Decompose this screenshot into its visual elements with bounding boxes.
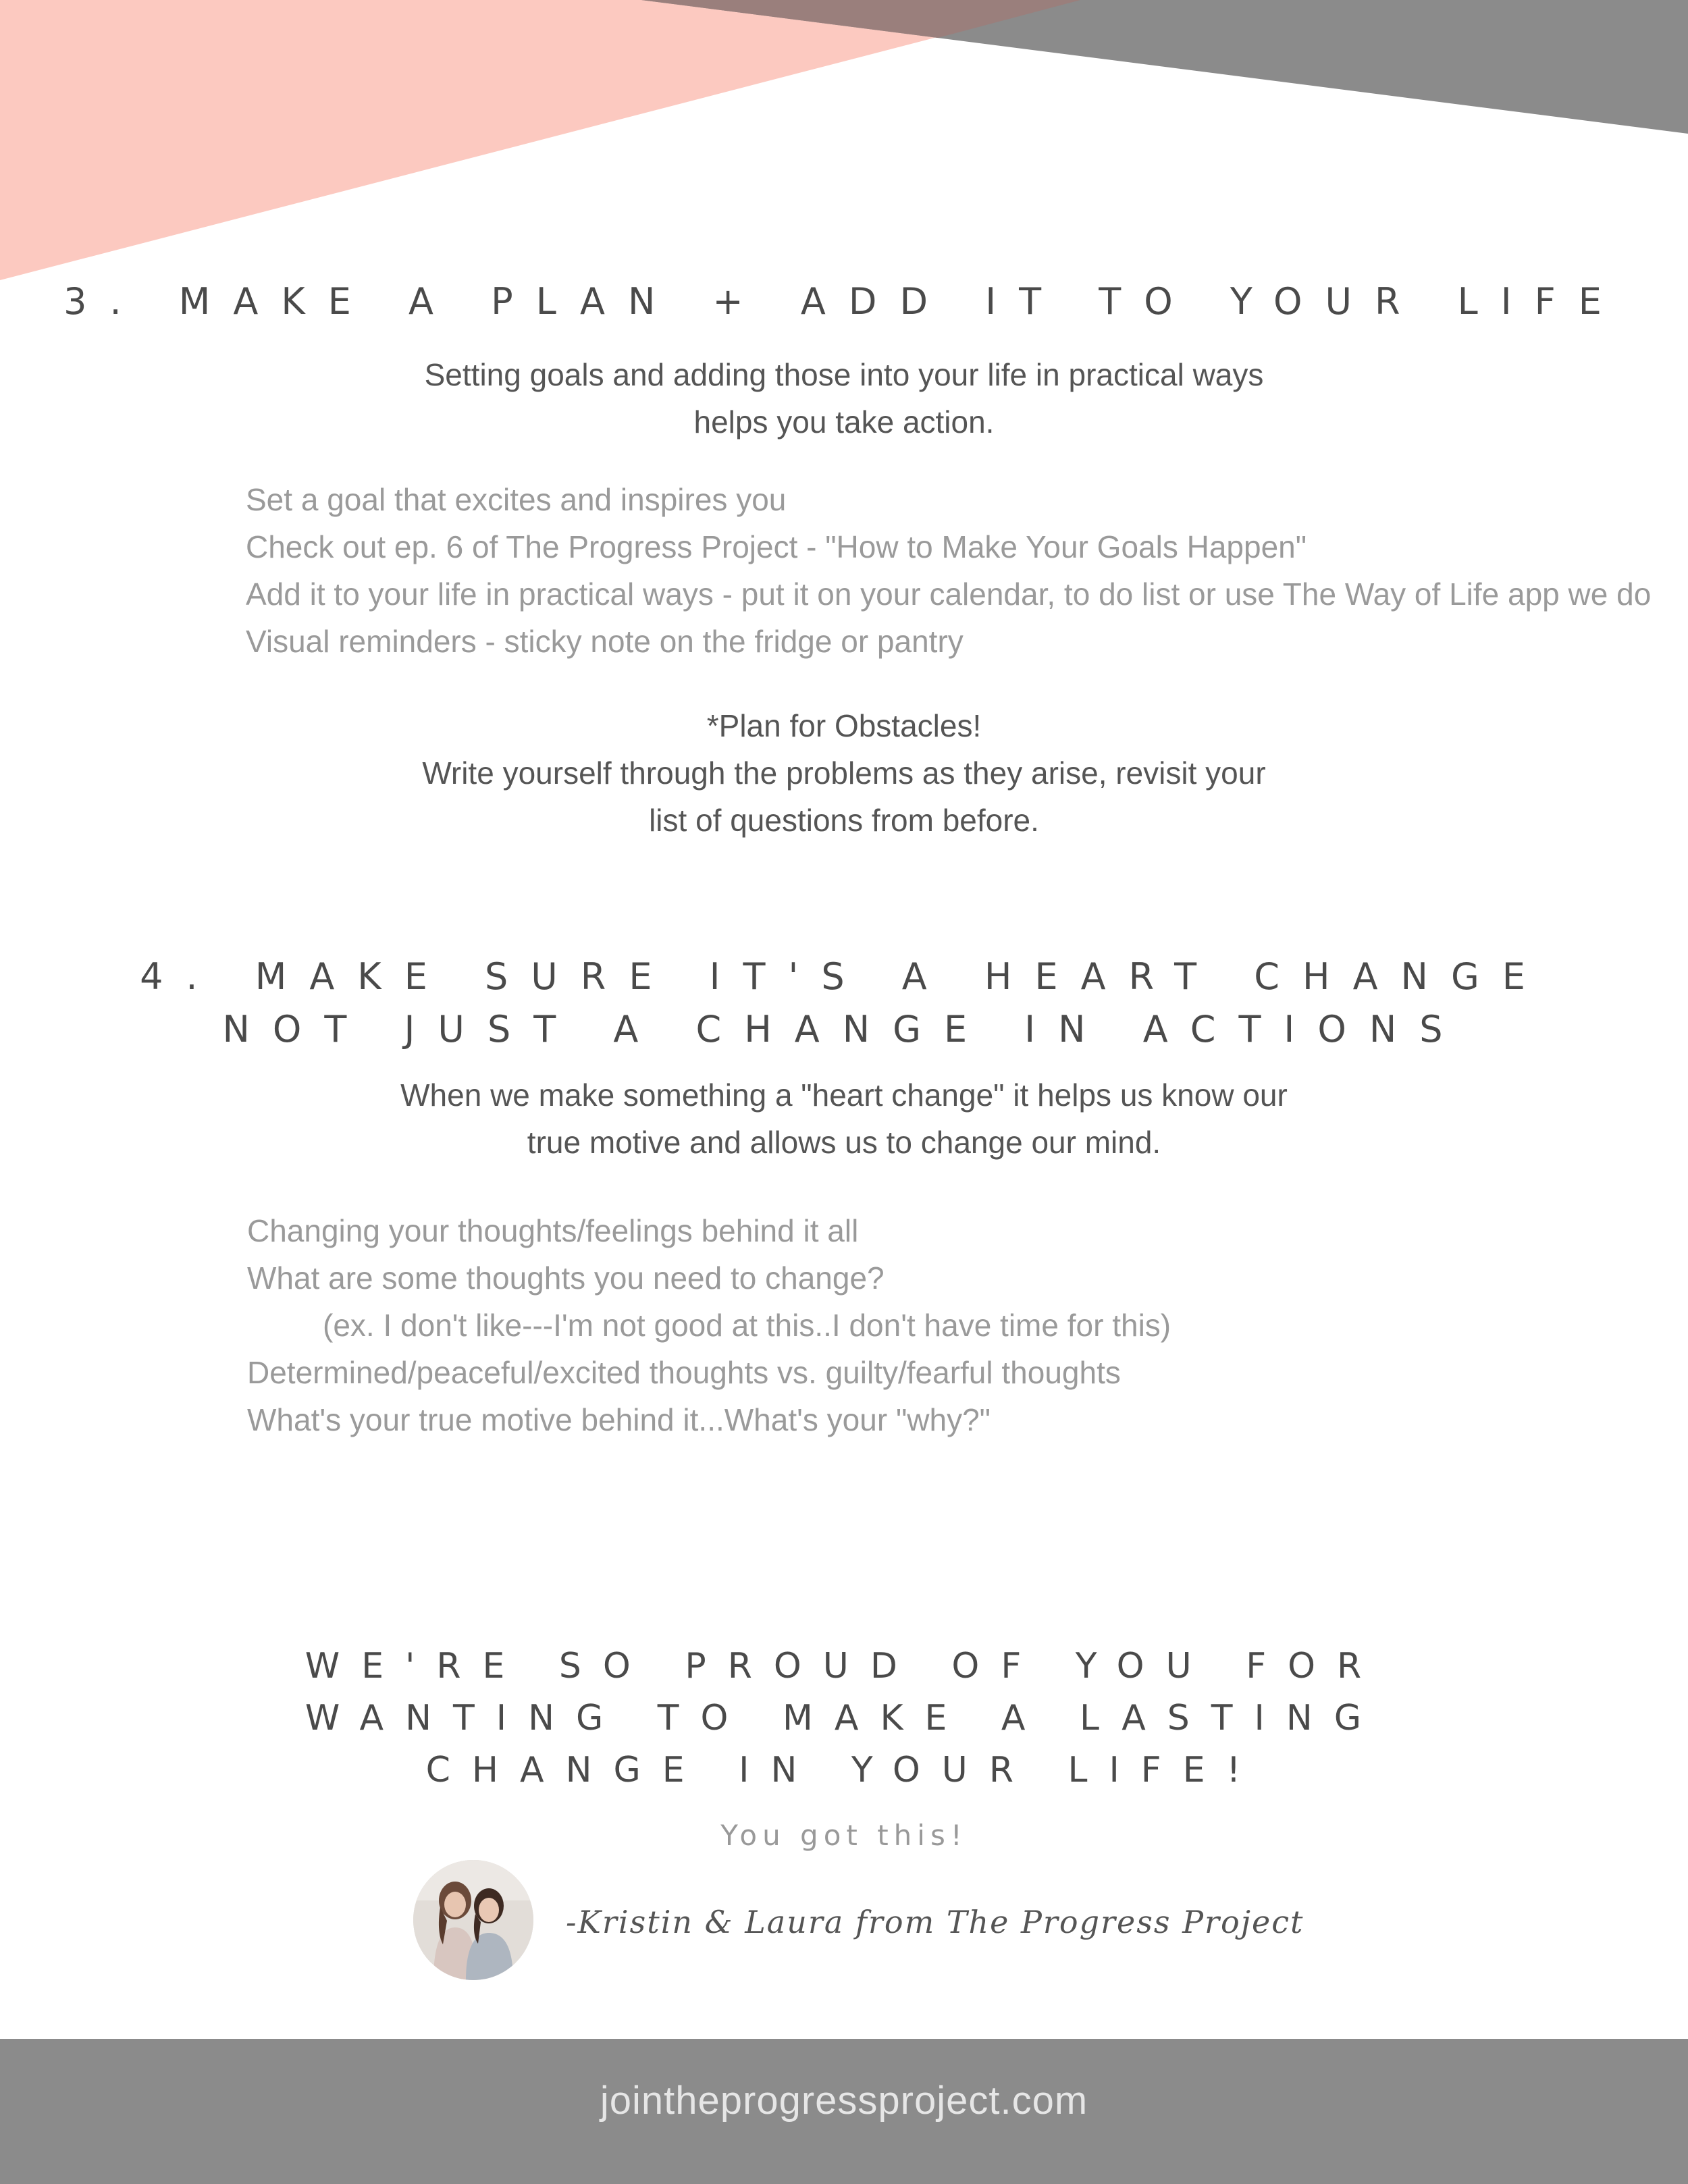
section-3-list (246, 476, 1651, 665)
signature: -Kristin & Laura from The Progress Project (566, 1904, 1304, 1940)
header-decoration (0, 0, 1688, 284)
section-3-subtitle-line: Setting goals and adding those into your life in practical ways (424, 357, 1264, 392)
pink-triangle (0, 0, 1080, 280)
section-4-heading-line: 4. MAKE SURE IT'S A HEART CHANGE (140, 955, 1548, 998)
cheer-text: You got this! (720, 1819, 968, 1852)
closing-message (0, 1641, 1688, 1796)
section-3-heading-block (0, 275, 1688, 328)
obstacles-note-line: Write yourself through the problems as they arise, revisit your (422, 755, 1266, 791)
section-4-subtitle-line: When we make something a "heart change" it helps us know our (400, 1077, 1288, 1113)
list-item: What are some thoughts you need to change? (247, 1260, 885, 1296)
list-item: (ex. I don't like---I'm not good at this..I don't have time for this) (323, 1308, 1171, 1343)
section-3-subtitle (0, 351, 1688, 446)
footer (0, 2039, 1688, 2184)
list-item: Visual reminders - sticky note on the fridge or pantry (246, 624, 964, 659)
list-item: Determined/peaceful/excited thoughts vs. guilty/fearful thoughts (247, 1355, 1121, 1390)
section-4-heading-block (0, 951, 1688, 1056)
obstacles-note-line: list of questions from before. (649, 803, 1039, 838)
section-4-subtitle (0, 1071, 1688, 1166)
section-4-list (247, 1207, 1171, 1443)
list-item: Add it to your life in practical ways - put it on your calendar, to do list or use The Way of Life app we do (246, 577, 1652, 612)
cheer-block (0, 1819, 1688, 1852)
list-item: Set a goal that excites and inspires you (246, 482, 787, 517)
section-4-heading-line: NOT JUST A CHANGE IN ACTIONS (222, 1008, 1466, 1050)
avatar (413, 1860, 533, 1980)
list-item: Changing your thoughts/feelings behind it all (247, 1213, 859, 1248)
closing-line: WE'RE SO PROUD OF YOU FOR (305, 1646, 1383, 1686)
obstacles-note (0, 702, 1688, 844)
authors-photo-icon (413, 1860, 533, 1980)
section-4-subtitle-line: true motive and allows us to change our mind. (527, 1125, 1161, 1160)
section-3-subtitle-line: helps you take action. (693, 404, 995, 440)
obstacles-note-line: *Plan for Obstacles! (706, 708, 982, 743)
closing-line: CHANGE IN YOUR LIFE! (425, 1750, 1263, 1790)
section-3-heading: 3. MAKE A PLAN + ADD IT TO YOUR LIFE (63, 280, 1625, 323)
list-item: What's your true motive behind it...What's your "why?" (247, 1402, 991, 1437)
list-item: Check out ep. 6 of The Progress Project - "How to Make Your Goals Happen" (246, 529, 1307, 564)
website-link[interactable]: jointheprogressproject.com (600, 2079, 1088, 2123)
closing-line: WANTING TO MAKE A LASTING (305, 1698, 1383, 1738)
